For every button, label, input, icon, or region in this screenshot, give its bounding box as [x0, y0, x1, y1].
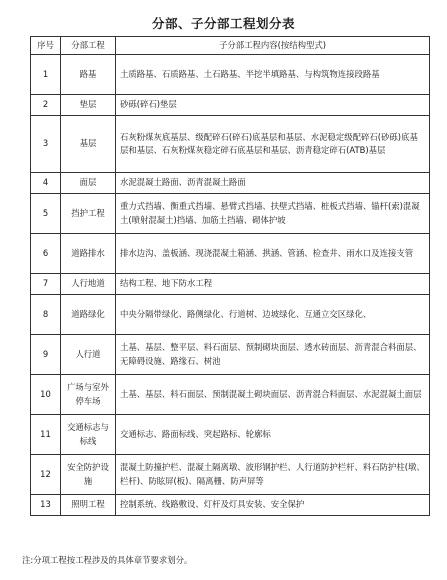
row-content: 重力式挡墙、衡重式挡墙、悬臂式挡墙、扶壁式挡墙、桩板式挡墙、锚杆(索)混凝土(喷射混凝土)挡墙、加筋土挡墙、砌体护坡 [116, 194, 430, 234]
row-no: 7 [31, 274, 61, 295]
table-row [31, 335, 430, 375]
row-division: 交通标志与标线 [61, 415, 116, 455]
page-title: 分部、子分部工程划分表 [151, 16, 295, 31]
header-no: 序号 [31, 37, 61, 55]
header-subdivision: 子分部工程内容(按结构型式) [116, 37, 430, 55]
row-content: 砂砾(碎石)垫层 [116, 95, 430, 116]
row-no: 3 [31, 116, 61, 173]
row-division: 人行道 [61, 335, 116, 375]
row-division: 路基 [61, 55, 116, 95]
row-content: 交通标志、路面标线、突起路标、轮廓标 [116, 415, 430, 455]
footnote: 注:分项工程按工程涉及的具体章节要求划分。 [22, 555, 193, 565]
table-row [31, 173, 430, 194]
row-content: 控制系统、线路敷设、灯杆及灯具安装、安全保护 [116, 495, 430, 516]
row-division: 人行地道 [61, 274, 116, 295]
table-row [31, 274, 430, 295]
row-no: 12 [31, 455, 61, 495]
table-row [31, 455, 430, 495]
table-row [31, 55, 430, 95]
row-no: 8 [31, 295, 61, 335]
division-table [30, 36, 430, 516]
row-division: 道路绿化 [61, 295, 116, 335]
table-row [31, 194, 430, 234]
row-division: 垫层 [61, 95, 116, 116]
table-row [31, 495, 430, 516]
row-division: 照明工程 [61, 495, 116, 516]
row-no: 6 [31, 234, 61, 274]
row-no: 1 [31, 55, 61, 95]
row-no: 10 [31, 375, 61, 415]
table-header-row [31, 37, 430, 55]
row-content: 土基、基层、料石面层、预制混凝土砌块面层、沥青混合料面层、水泥混凝土面层 [116, 375, 430, 415]
table-row [31, 95, 430, 116]
row-no: 5 [31, 194, 61, 234]
row-content: 混凝土防撞护栏、混凝土隔离墩、波形钢护栏、人行道防护栏杆、料石防护柱(墩、栏杆)、防眩屏(板)、隔离栅、防声屏等 [116, 455, 430, 495]
table-row [31, 116, 430, 173]
row-division: 道路排水 [61, 234, 116, 274]
row-no: 2 [31, 95, 61, 116]
row-division: 广场与室外停车场 [61, 375, 116, 415]
row-content: 石灰粉煤灰底基层、级配碎石(碎石)底基层和基层、水泥稳定级配碎石(砂砾)底基层和基层、石灰粉煤灰稳定碎石底基层和基层、沥青稳定碎石(ATB)基层 [116, 116, 430, 173]
table-row [31, 375, 430, 415]
header-division: 分部工程 [61, 37, 116, 55]
row-content: 土质路基、石质路基、土石路基、半挖半填路基、与构筑物连接段路基 [116, 55, 430, 95]
row-no: 11 [31, 415, 61, 455]
row-division: 挡护工程 [61, 194, 116, 234]
table-row [31, 234, 430, 274]
row-no: 4 [31, 173, 61, 194]
row-division: 基层 [61, 116, 116, 173]
row-content: 土基、基层、整平层、料石面层、预制砌块面层、透水砖面层、沥青混合料面层、无障碍设施、路缘石、树池 [116, 335, 430, 375]
row-division: 面层 [61, 173, 116, 194]
row-content: 中央分隔带绿化、路侧绿化、行道树、边坡绿化、互通立交区绿化、 [116, 295, 430, 335]
row-content: 排水边沟、盖板涵、现浇混凝土箱涵、拱涵、管涵、检查井、雨水口及连接支管 [116, 234, 430, 274]
row-no: 13 [31, 495, 61, 516]
row-content: 结构工程、地下防水工程 [116, 274, 430, 295]
row-no: 9 [31, 335, 61, 375]
table-row [31, 295, 430, 335]
table-row [31, 415, 430, 455]
row-content: 水泥混凝土路面、沥青混凝土路面 [116, 173, 430, 194]
row-division: 安全防护设施 [61, 455, 116, 495]
